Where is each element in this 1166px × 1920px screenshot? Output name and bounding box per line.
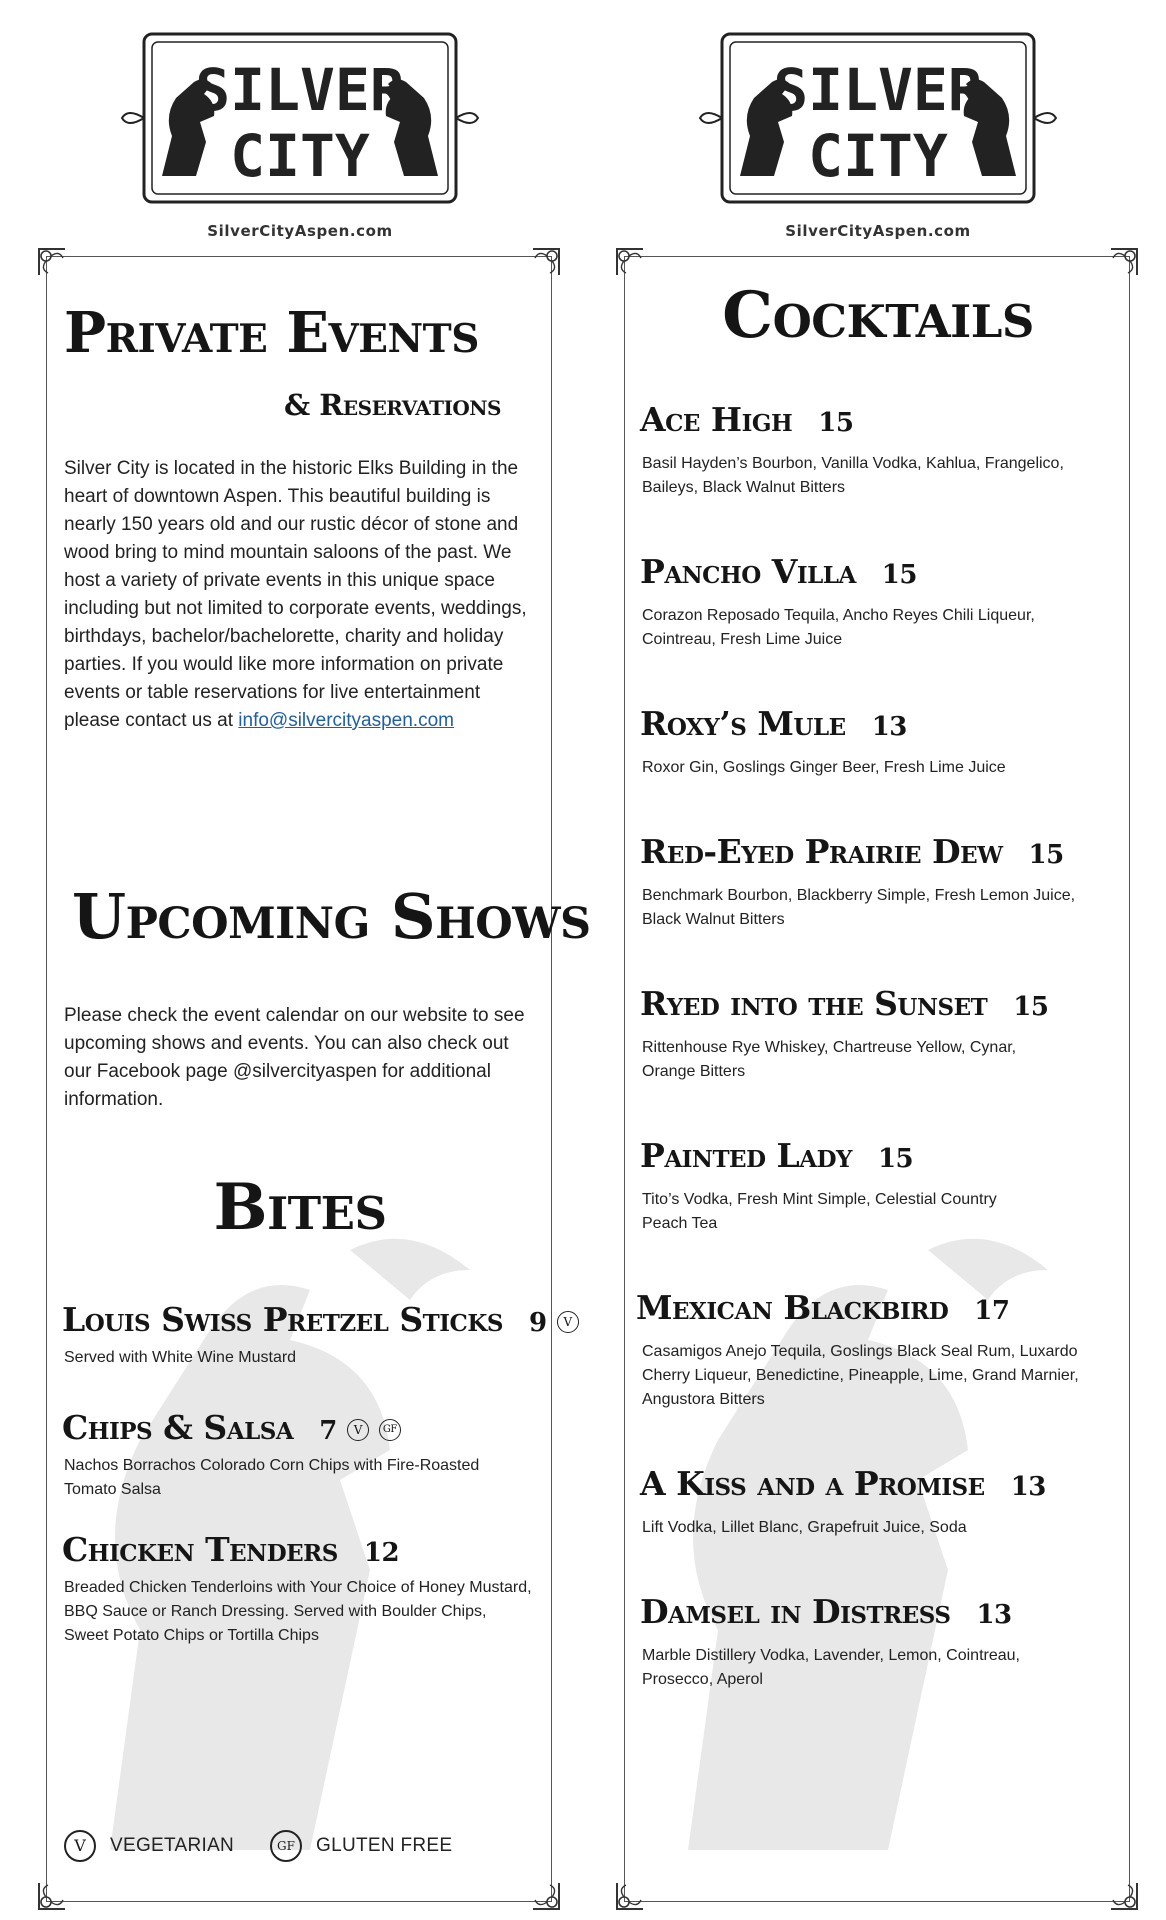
bite-item-name: Louis Swiss Pretzel Sticks 9 V: [62, 1300, 579, 1339]
contact-email-link[interactable]: info@silvercityaspen.com: [238, 710, 454, 731]
flourish-icon: [37, 247, 67, 277]
cocktail-price: 15: [818, 408, 854, 438]
cocktail-price: 15: [1028, 840, 1064, 870]
cocktail-name: A Kiss and a Promise 13: [640, 1464, 1046, 1503]
bite-item-price: 9: [528, 1308, 547, 1338]
legend-vegetarian: [64, 1830, 234, 1862]
flourish-icon: [1109, 247, 1139, 277]
cocktail-ingredients: Casamigos Anejo Tequila, Goslings Black Seal Rum, Luxardo Cherry Liqueur, Benedictine, Pineapple, Lime, Grand Marnier, Angustora Bitters: [642, 1343, 1079, 1408]
private-events-title: Private Events: [64, 300, 479, 366]
bite-item-description: Served with White Wine Mustard: [64, 1349, 297, 1366]
legend-gluten-free-label: GLUTEN FREE: [316, 1835, 453, 1856]
cocktail-name: Ryed into the Sunset 15: [640, 984, 1049, 1023]
website-url[interactable]: SilverCityAspen.com: [207, 222, 393, 240]
cocktail-name: Ace High 15: [640, 400, 854, 439]
cocktail-ingredients: Tito’s Vodka, Fresh Mint Simple, Celestial Country Peach Tea: [642, 1191, 997, 1232]
cocktail-name: Damsel in Distress 13: [640, 1592, 1012, 1631]
upcoming-shows-description: Please check the event calendar on our website to see upcoming shows and events. You can also check out our Facebook page @silvercityaspen for additional information.: [64, 1005, 525, 1110]
bite-item-name: Chips & Salsa 7 V GF: [62, 1408, 401, 1447]
flourish-icon: [37, 1881, 67, 1911]
dietary-legend: [64, 1830, 534, 1870]
cocktail-price: 15: [1013, 992, 1049, 1022]
website-url[interactable]: SilverCityAspen.com: [785, 222, 971, 240]
cocktail-ingredients: Benchmark Bourbon, Blackberry Simple, Fresh Lemon Juice, Black Walnut Bitters: [642, 887, 1076, 928]
cocktail-ingredients: Lift Vodka, Lillet Blanc, Grapefruit Juice, Soda: [642, 1519, 967, 1536]
cocktail-ingredients: Corazon Reposado Tequila, Ancho Reyes Chili Liqueur, Cointreau, Fresh Lime Juice: [642, 607, 1035, 648]
bite-item-description: Nachos Borrachos Colorado Corn Chips with Fire-Roasted Tomato Salsa: [64, 1457, 480, 1498]
flourish-icon: [615, 1881, 645, 1911]
cocktails-title: Cocktails: [722, 278, 1034, 353]
cocktail-name: Red-Eyed Prairie Dew 15: [640, 832, 1064, 871]
legend-gluten-free: [270, 1830, 452, 1862]
cocktail-ingredients: Roxor Gin, Goslings Ginger Beer, Fresh Lime Juice: [642, 759, 1006, 776]
flourish-icon: [531, 1881, 561, 1911]
legend-vegetarian-label: VEGETARIAN: [110, 1835, 235, 1856]
cocktail-ingredients: Rittenhouse Rye Whiskey, Chartreuse Yellow, Cynar, Orange Bitters: [642, 1039, 1017, 1080]
right-menu-page: [618, 0, 1138, 1920]
cocktail-price: 15: [877, 1144, 914, 1174]
flourish-icon: [1109, 1881, 1139, 1911]
silver-city-logo: [696, 26, 1060, 210]
cocktail-price: 15: [881, 560, 917, 590]
vegetarian-icon: V: [557, 1311, 579, 1333]
upcoming-shows-title: Upcoming Shows: [72, 880, 591, 953]
svg-text:CITY: CITY: [230, 122, 370, 190]
gluten-free-icon: GF: [379, 1419, 401, 1441]
flourish-icon: [615, 247, 645, 277]
bite-item-description: Breaded Chicken Tenderloins with Your Choice of Honey Mustard, BBQ Sauce or Ranch Dressing. Served with Boulder Chips, Sweet Potato Chips or Tortilla Chips: [64, 1579, 532, 1644]
left-menu-page: [40, 0, 591, 1920]
cocktail-ingredients: Basil Hayden’s Bourbon, Vanilla Vodka, Kahlua, Frangelico, Baileys, Black Walnut Bitters: [642, 455, 1064, 496]
bite-item-price: 7: [319, 1416, 337, 1446]
cocktail-price: 13: [1010, 1472, 1046, 1502]
bite-item-name: Chicken Tenders 12: [62, 1530, 400, 1569]
gluten-free-icon: GF: [270, 1830, 302, 1862]
svg-text:SILVER: SILVER: [773, 56, 983, 124]
cocktail-price: 13: [871, 712, 907, 742]
svg-text:SILVER: SILVER: [195, 56, 405, 124]
cocktail-name: Mexican Blackbird 17: [636, 1288, 1010, 1327]
cocktail-name: Painted Lady 15: [640, 1136, 914, 1175]
reservations-subtitle: & Reservations: [284, 388, 501, 422]
bites-title: Bites: [213, 1170, 387, 1245]
bite-item-price: 12: [363, 1538, 400, 1568]
cocktail-price: 17: [974, 1296, 1010, 1326]
silver-city-logo: [118, 26, 482, 210]
flourish-icon: [531, 247, 561, 277]
vegetarian-icon: V: [64, 1830, 96, 1862]
cocktail-ingredients: Marble Distillery Vodka, Lavender, Lemon, Cointreau, Prosecco, Aperol: [642, 1647, 1020, 1688]
cocktail-name: Pancho Villa 15: [640, 552, 917, 591]
svg-text:CITY: CITY: [808, 122, 948, 190]
private-events-description: Silver City is located in the historic Elks Building in the heart of downtown Aspen. This beautiful building is nearly 150 years old and our rustic décor of stone and wood bring to mind mountain saloons of the past. We host a variety of private events in this unique space including but not limited to corporate events, weddings, birthdays, bachelor/bachelorette, charity and holiday parties. If you would like more information on private events or table reservations for live entertainment please contact us at info@silvercityaspen.com: [64, 458, 527, 731]
cocktail-name: Roxy’s Mule 13: [640, 704, 907, 743]
cocktail-price: 13: [976, 1600, 1012, 1630]
vegetarian-icon: V: [347, 1419, 369, 1441]
